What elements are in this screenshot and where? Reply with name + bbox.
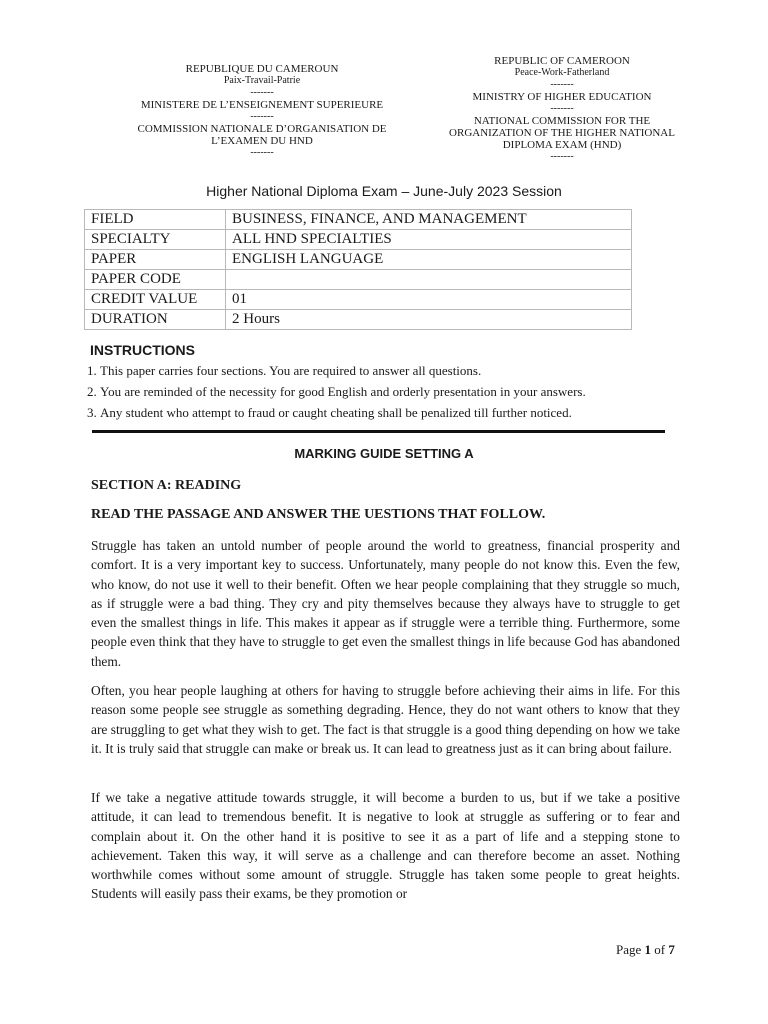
passage-paragraph: Struggle has taken an untold number of people around the world to greatness, financial prosperity and comfort. It is a very important key to success. Unfortunately, many people do not know this. Even the few, who know, do not use it well to their benefit. Often we hear people complaining that they struggle so much, as if struggle were a bad thing. They cry and pity themselves because they always have to struggle to get even the smallest things in life. This makes it appear as if struggle were a terrible thing. Furthermore, some people even think that they have to struggle to get even the smallest things in life because God has abandoned them. <box>91 538 680 669</box>
info-value: BUSINESS, FINANCE, AND MANAGEMENT <box>226 210 632 230</box>
table-row <box>85 270 632 290</box>
passage-paragraph: Often, you hear people laughing at others for having to struggle before achieving their aims in life. For this reason some people see struggle as something degrading. Hence, they do not want others to know that they are struggling to get what they wish to get. The fact is that struggle is a good thing depending on how we take it. It is truly said that struggle can make or break us. It can lead to greatness just as it can bring about failure. <box>91 683 680 756</box>
session-title: Higher National Diploma Exam – June-July 2023 Session <box>206 183 562 199</box>
header-en-line1: REPUBLIC OF CAMEROON <box>494 55 630 67</box>
header-en-line3: MINISTRY OF HIGHER EDUCATION <box>472 91 652 103</box>
header-en-separator: ------- <box>550 79 574 90</box>
info-key: SPECIALTY <box>85 230 226 250</box>
header-fr-line4: COMMISSION NATIONALE D’ORGANISATION DE <box>137 123 387 135</box>
info-key: PAPER <box>85 250 226 270</box>
of-label: of <box>654 942 666 957</box>
page-label: Page <box>616 942 642 957</box>
info-value: 2 Hours <box>226 310 632 330</box>
header-en-separator: ------- <box>550 103 574 114</box>
total-pages: 7 <box>668 942 675 957</box>
header-fr-line3: MINISTERE DE L’ENSEIGNEMENT SUPERIEURE <box>140 99 384 111</box>
passage-paragraph: If we take a negative attitude towards struggle, it will become a burden to us, but if we take a positive attitude, it can lead to tremendous benefit. It is negative to look at struggle as suffering or to fear and complain about it. On the other hand it is positive to see it as a part of life and a stepping stone to achievement. Taken this way, it will serve as a challenge and can therefore become an asset. Nothing worthwhile comes without some amount of struggle. Struggle has taken some people to great heights. Students will easily pass their exams, be they promotion or <box>91 790 680 902</box>
info-value <box>226 270 632 290</box>
header-fr-separator: ------- <box>250 87 274 98</box>
header-en-line6: DIPLOMA EXAM (HND) <box>502 139 622 151</box>
header-fr-line1: REPUBLIQUE DU CAMEROUN <box>185 63 339 75</box>
header-fr-separator: ------- <box>250 147 274 158</box>
info-key: CREDIT VALUE <box>85 290 226 310</box>
header-fr-separator: ------- <box>250 111 274 122</box>
instructions-list <box>0 360 768 423</box>
info-key: PAPER CODE <box>85 270 226 290</box>
page-footer <box>616 942 675 958</box>
header-en-line4: NATIONAL COMMISSION FOR THE <box>473 115 651 127</box>
instructions-title: INSTRUCTIONS <box>90 342 195 358</box>
header-en-line5: ORGANIZATION OF THE HIGHER NATIONAL <box>449 127 675 139</box>
exam-info-table <box>84 209 632 330</box>
header-fr-line2: Paix-Travail-Patrie <box>223 75 301 86</box>
header-en-separator: ------- <box>550 151 574 162</box>
list-item: 2. You are reminded of the necessity for good English and orderly presentation in your answers. <box>100 381 768 402</box>
divider <box>92 430 665 433</box>
table-row <box>85 230 632 250</box>
table-row <box>85 310 632 330</box>
list-item: 1. This paper carries four sections. You are required to answer all questions. <box>100 360 768 381</box>
info-value: ENGLISH LANGUAGE <box>226 250 632 270</box>
section-heading: SECTION A: READING <box>91 478 242 493</box>
table-row <box>85 250 632 270</box>
reading-instruction: READ THE PASSAGE AND ANSWER THE UESTIONS THAT FOLLOW. <box>91 507 546 522</box>
header-french <box>112 63 412 159</box>
info-value: 01 <box>226 290 632 310</box>
table-row <box>85 290 632 310</box>
header-en-line2: Peace-Work-Fatherland <box>514 67 610 78</box>
header-fr-line5: L’EXAMEN DU HND <box>211 135 313 147</box>
list-item: 3. Any student who attempt to fraud or caught cheating shall be penalized till further noticed. <box>100 402 768 423</box>
info-key: FIELD <box>85 210 226 230</box>
info-value: ALL HND SPECIALTIES <box>226 230 632 250</box>
header-english <box>422 55 702 163</box>
info-key: DURATION <box>85 310 226 330</box>
table-row <box>85 210 632 230</box>
page-number: 1 <box>644 942 652 957</box>
marking-guide-title: MARKING GUIDE SETTING A <box>294 446 474 461</box>
